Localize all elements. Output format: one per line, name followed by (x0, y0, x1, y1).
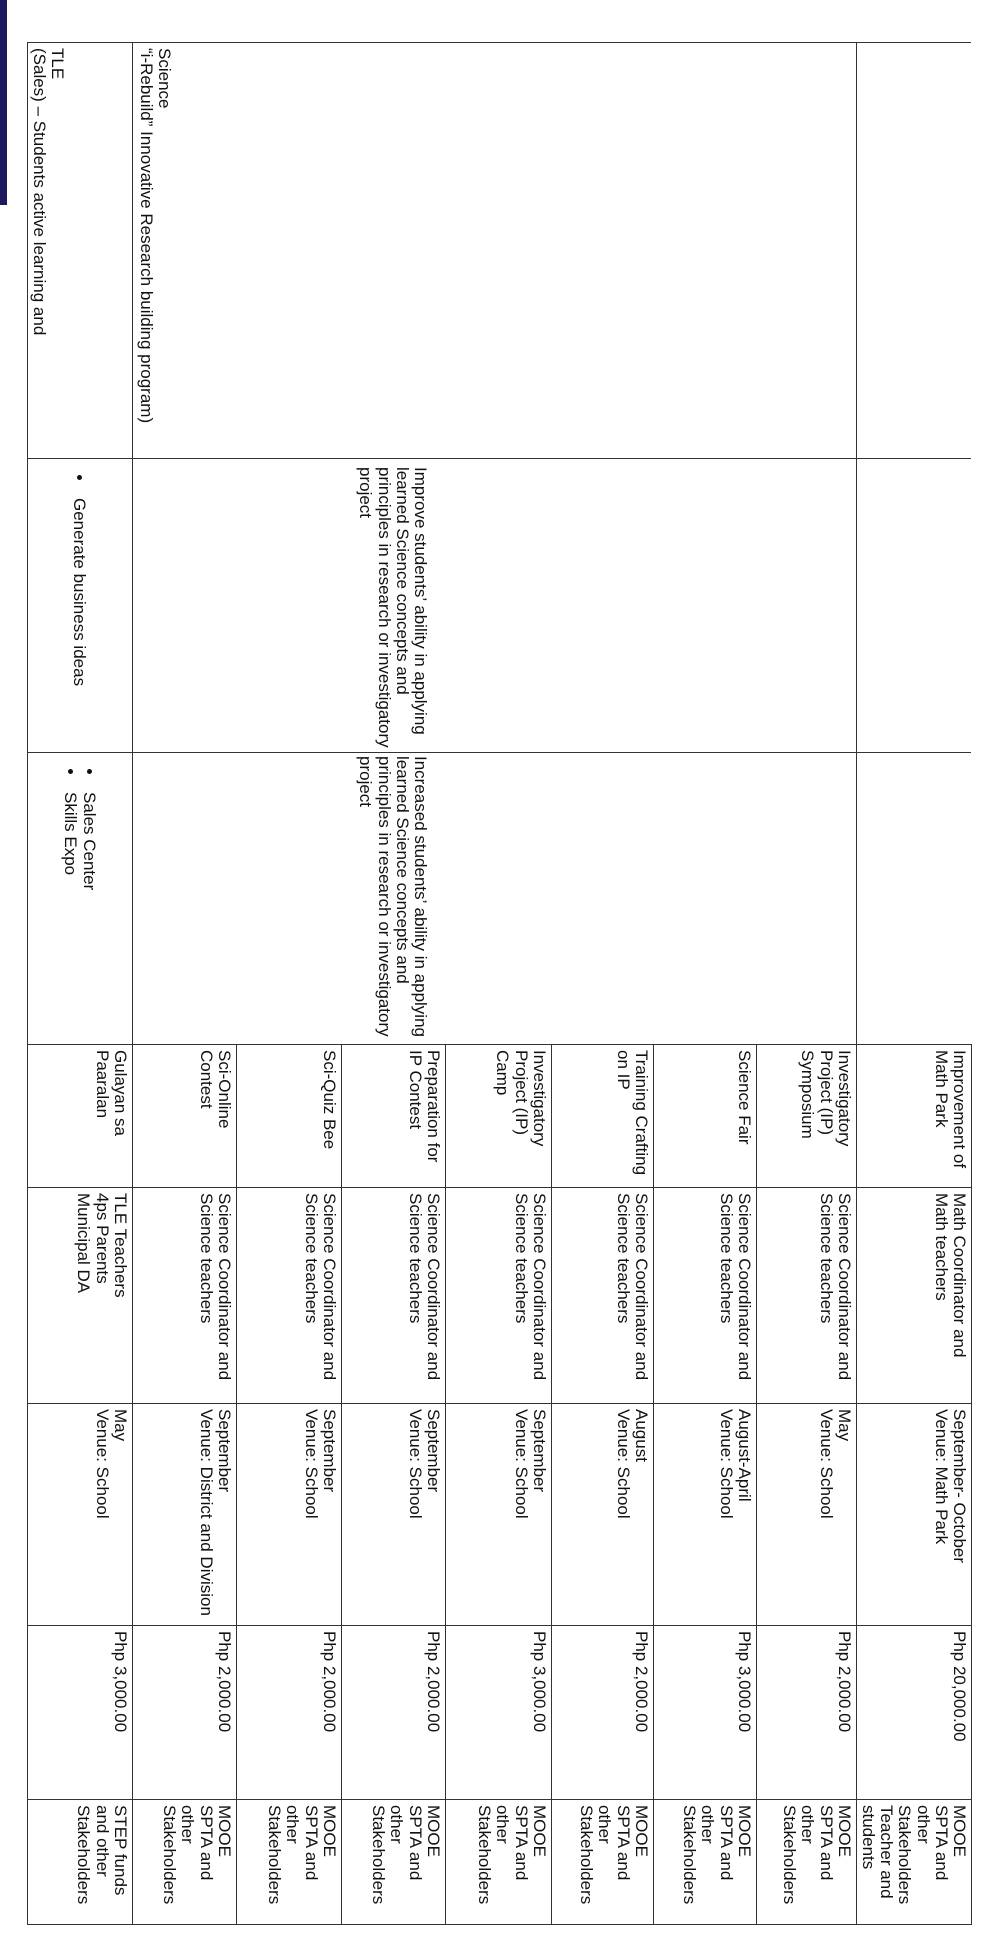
budget-cell: Php 2,000.00 (341, 1626, 445, 1800)
program-cell (756, 43, 856, 459)
fund-source-cell: MOOE SPTA and other Stakeholders (132, 1800, 236, 1925)
outcome-bullet-list (61, 758, 97, 1040)
fund-source-cell: STEP funds and other Stakeholders (27, 1800, 132, 1925)
schedule-venue-cell: August Venue: School (551, 1404, 653, 1626)
schedule-venue-cell: May Venue: School (756, 1404, 856, 1626)
fund-source-cell: MOOE SPTA and other Stakeholders Teacher and students (856, 1800, 971, 1925)
outcome-cell: Increased students’ ability in applying learned Science concepts and principles in research or investigatory project (132, 753, 653, 1045)
budget-cell: Php 3,000.00 (445, 1626, 551, 1800)
persons-involved-cell: Science Coordinator and Science teachers (445, 1188, 551, 1404)
objective-cell: Improve students’ ability in applying learned Science concepts and principles in research or investigatory project (132, 459, 653, 753)
activity-cell: Gulayan sa Paaralan (27, 1045, 132, 1188)
bullet-item: • Sales Center (79, 786, 97, 1040)
fund-source-cell: MOOE SPTA and other Stakeholders (341, 1800, 445, 1925)
objective-cell (756, 459, 856, 753)
persons-involved-cell: Science Coordinator and Science teachers (132, 1188, 236, 1404)
fund-source-cell: MOOE SPTA and other Stakeholders (445, 1800, 551, 1925)
schedule-venue-cell: September Venue: School (341, 1404, 445, 1626)
persons-involved-cell: Science Coordinator and Science teachers (653, 1188, 756, 1404)
schedule-venue-cell: September Venue: School (236, 1404, 341, 1626)
activity-cell: Preparation for IP Contest (341, 1045, 445, 1188)
bullet-item: • Generate business ideas (70, 492, 88, 748)
table-row (653, 43, 756, 1925)
fund-source-cell: MOOE SPTA and other Stakeholders (756, 1800, 856, 1925)
table-row (551, 43, 653, 1925)
outcome-cell (856, 753, 971, 1045)
persons-involved-cell: Science Coordinator and Science teachers (236, 1188, 341, 1404)
activity-cell: Investigatory Project (IP) Camp (445, 1045, 551, 1188)
outcome-cell (27, 753, 132, 1045)
budget-cell: Php 3,000.00 (27, 1626, 132, 1800)
budget-cell: Php 20,000.00 (856, 1626, 971, 1800)
outcome-cell (756, 753, 856, 1045)
action-plan-table (27, 42, 972, 1925)
table-row (756, 43, 856, 1925)
program-cell (856, 43, 971, 459)
budget-cell: Php 2,000.00 (756, 1626, 856, 1800)
schedule-venue-cell: September Venue: School (445, 1404, 551, 1626)
persons-involved-cell: Science Coordinator and Science teachers (756, 1188, 856, 1404)
budget-cell: Php 2,000.00 (551, 1626, 653, 1800)
activity-cell: Sci-Quiz Bee (236, 1045, 341, 1188)
schedule-venue-cell: August-April Venue: School (653, 1404, 756, 1626)
bullet-item: • Skills Expo (61, 786, 79, 1040)
persons-involved-cell: Science Coordinator and Science teachers (551, 1188, 653, 1404)
table-row (27, 43, 132, 1925)
schedule-venue-cell: May Venue: School (27, 1404, 132, 1626)
budget-cell: Php 3,000.00 (653, 1626, 756, 1800)
activity-cell: Training Crafting on IP (551, 1045, 653, 1188)
table-row (856, 43, 971, 1925)
persons-involved-cell: Science Coordinator and Science teachers (341, 1188, 445, 1404)
activity-cell: Investigatory Project (IP) Symposium (756, 1045, 856, 1188)
activity-cell: Improvement of Math Park (856, 1045, 971, 1188)
objective-cell (27, 459, 132, 753)
objective-cell (653, 459, 756, 753)
budget-cell: Php 2,000.00 (132, 1626, 236, 1800)
program-cell: TLE (Sales) – Students active learning and (27, 43, 132, 459)
objective-cell (856, 459, 971, 753)
persons-involved-cell: TLE Teachers 4ps Parents Municipal DA (27, 1188, 132, 1404)
budget-cell: Php 2,000.00 (236, 1626, 341, 1800)
persons-involved-cell: Math Coordinator and Math teachers (856, 1188, 971, 1404)
activity-cell: Science Fair (653, 1045, 756, 1188)
activity-cell: Sci-Online Contest (132, 1045, 236, 1188)
fund-source-cell: MOOE SPTA and other Stakeholders (236, 1800, 341, 1925)
objective-bullet-list (70, 464, 88, 748)
schedule-venue-cell: September Venue: District and Division (132, 1404, 236, 1626)
program-cell (653, 43, 756, 459)
schedule-venue-cell: September- October Venue: Math Park (856, 1404, 971, 1626)
fund-source-cell: MOOE SPTA and other Stakeholders (653, 1800, 756, 1925)
fund-source-cell: MOOE SPTA and other Stakeholders (551, 1800, 653, 1925)
program-cell: Science “i-Rebuild” Innovative Research building program) (132, 43, 653, 459)
outcome-cell (653, 753, 756, 1045)
